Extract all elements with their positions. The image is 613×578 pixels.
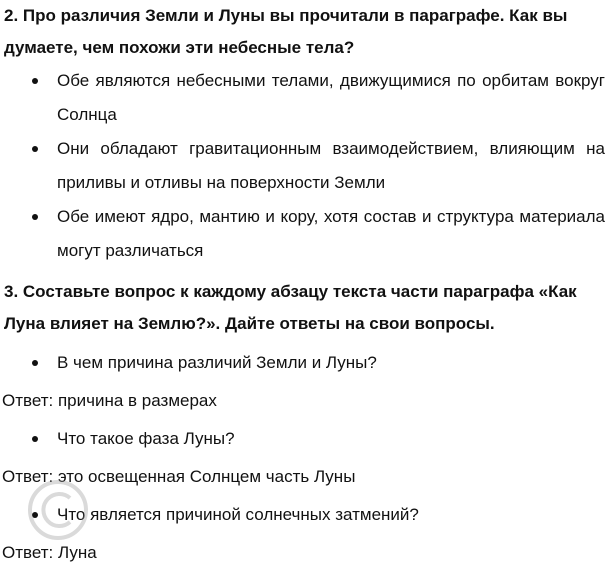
spacer	[4, 268, 605, 276]
answer-text: Ответ: причина в размерах	[2, 391, 217, 410]
list-item: Что такое фаза Луны?	[57, 422, 605, 456]
list-item: В чем причина различий Земли и Луны?	[57, 346, 605, 380]
list-item: Обе имеют ядро, мантию и кору, хотя состав и структура материала могут различаться	[57, 200, 605, 268]
answer-text: Ответ: Луна	[2, 543, 97, 562]
question-3-heading: 3. Составьте вопрос к каждому абзацу текста части параграфа «Как Луна влияет на Землю?». Дайте ответы на свои вопросы.	[4, 282, 577, 333]
list-item: Обе являются небесными телами, движущимися по орбитам вокруг Солнца	[57, 64, 605, 132]
list-item: Что является причиной солнечных затмений?	[57, 498, 605, 532]
answer-text: Ответ: это освещенная Солнцем часть Луны	[2, 467, 356, 486]
question-2-heading: 2. Про различия Земли и Луны вы прочитали в параграфе. Как вы думаете, чем похожи эти небесные тела?	[4, 6, 568, 57]
list-item: Они обладают гравитационным взаимодействием, влияющим на приливы и отливы на поверхности Земли	[57, 132, 605, 200]
